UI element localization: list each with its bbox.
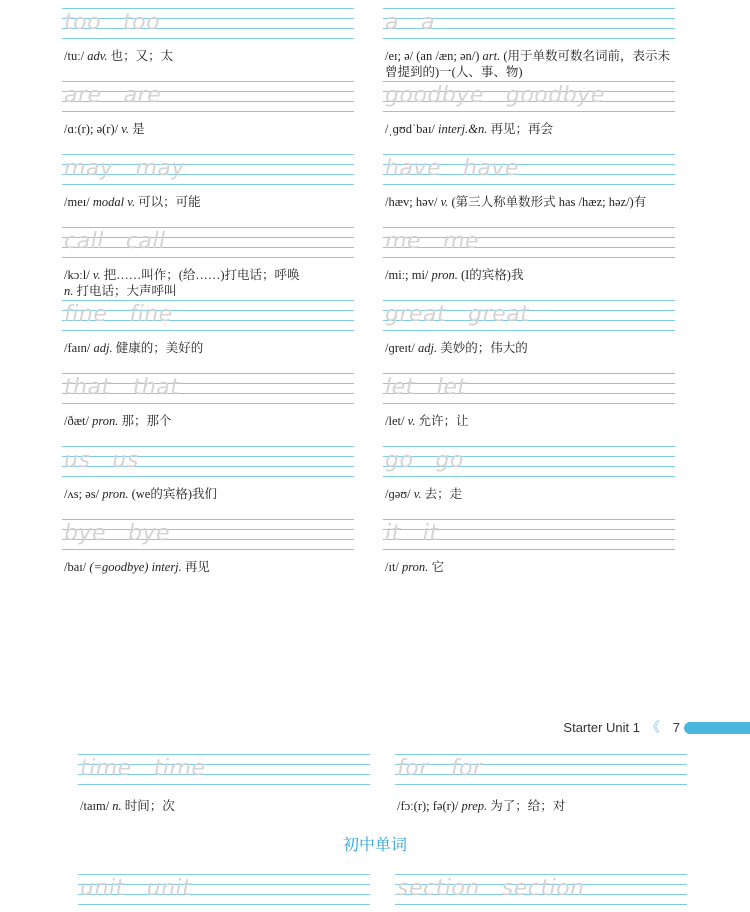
trace-word-text: great bbox=[468, 302, 530, 327]
vocab-entry bbox=[62, 8, 354, 81]
part-of-speech: v. bbox=[413, 487, 425, 501]
trace-word-text: for bbox=[397, 756, 429, 781]
trace-word-text: call bbox=[125, 229, 166, 254]
trace-word bbox=[397, 874, 606, 904]
part-of-speech: adj. bbox=[417, 341, 441, 355]
phonetic: /ɪt/ bbox=[385, 560, 403, 574]
ruling-line bbox=[62, 403, 354, 404]
trace-word-text: that bbox=[64, 375, 111, 400]
vocab-entry bbox=[62, 81, 354, 154]
ruling-line bbox=[62, 111, 354, 112]
trace-word bbox=[385, 154, 541, 184]
definition bbox=[385, 267, 675, 283]
trace-word-text: unit bbox=[146, 876, 192, 901]
trace-word-text: time bbox=[153, 756, 206, 781]
definition bbox=[64, 194, 354, 210]
ruling-line bbox=[383, 38, 675, 39]
definition bbox=[397, 798, 687, 814]
part-of-speech: pron. bbox=[431, 268, 461, 282]
left-column bbox=[62, 0, 354, 592]
trace-word bbox=[385, 81, 627, 111]
trace-word-text: unit bbox=[80, 876, 125, 901]
ruling-line bbox=[383, 403, 675, 404]
ruling-line bbox=[62, 257, 354, 258]
vocab-entry bbox=[383, 519, 675, 592]
part-of-speech: interj.&n. bbox=[438, 122, 491, 136]
trace-word-text: let bbox=[436, 375, 467, 400]
definition bbox=[385, 48, 675, 80]
part-of-speech: adj. bbox=[93, 341, 116, 355]
chevron-left-icon: 《 bbox=[646, 720, 660, 736]
trace-word bbox=[80, 754, 227, 784]
ruling-line bbox=[383, 549, 675, 550]
phonetic: /meɪ/ bbox=[64, 195, 93, 209]
trace-word-text: that bbox=[132, 375, 180, 400]
section-title: 初中单词 bbox=[342, 835, 407, 854]
trace-word bbox=[385, 227, 501, 257]
ruling-line bbox=[78, 904, 370, 905]
trace-word-text: me bbox=[442, 229, 479, 254]
trace-word bbox=[385, 8, 457, 38]
trace-word bbox=[385, 373, 489, 403]
part-of-speech: (=goodbye) interj. bbox=[89, 560, 185, 574]
meaning: 可以；可能 bbox=[138, 195, 201, 209]
definition bbox=[64, 559, 354, 575]
trace-word-text: goodbye bbox=[505, 83, 605, 108]
trace-word bbox=[397, 754, 505, 784]
trace-word-text: have bbox=[385, 156, 441, 181]
trace-word-text: let bbox=[385, 375, 415, 400]
trace-word-text: us bbox=[64, 448, 91, 473]
trace-word bbox=[385, 446, 486, 476]
trace-word-text: it bbox=[422, 521, 439, 546]
phonetic: /ʌs; əs/ bbox=[64, 487, 103, 501]
definition bbox=[385, 559, 675, 575]
trace-word-text: a bbox=[385, 10, 399, 35]
part-of-speech: pron. bbox=[102, 487, 132, 501]
trace-word-text: great bbox=[385, 302, 447, 327]
part-of-speech: prep. bbox=[461, 799, 491, 813]
definition bbox=[80, 798, 370, 814]
vocab-entry bbox=[383, 446, 675, 519]
trace-word-text: are bbox=[64, 83, 102, 108]
trace-word-text: us bbox=[112, 448, 139, 473]
trace-word-text: it bbox=[385, 521, 401, 546]
trace-word-text: go bbox=[435, 448, 464, 473]
ruling-line bbox=[62, 38, 354, 39]
trace-word-text: too bbox=[64, 10, 102, 35]
vocab-entry bbox=[62, 446, 354, 519]
page-number: 7 bbox=[672, 720, 680, 735]
part-of-speech: adv. bbox=[87, 49, 111, 63]
vocab-entry bbox=[383, 300, 675, 373]
trace-word-text: section bbox=[501, 876, 585, 901]
definition bbox=[385, 121, 675, 137]
vocab-entry bbox=[383, 227, 675, 300]
part-of-speech: v. bbox=[407, 414, 419, 428]
ruling-line bbox=[395, 904, 687, 905]
meaning: 美妙的；伟大的 bbox=[440, 341, 528, 355]
definition bbox=[64, 121, 354, 137]
ruling-line bbox=[383, 476, 675, 477]
definition bbox=[385, 340, 675, 356]
right-column bbox=[383, 0, 675, 592]
ruling-line bbox=[383, 257, 675, 258]
trace-word-text: goodbye bbox=[385, 83, 484, 108]
definition bbox=[64, 48, 354, 64]
trace-word-text: have bbox=[462, 156, 519, 181]
meaning: 它 bbox=[431, 560, 444, 574]
phonetic: /ɑː(r); ə(r)/ bbox=[64, 122, 122, 136]
definition bbox=[64, 267, 354, 299]
ruling-line bbox=[62, 549, 354, 550]
vocab-entry bbox=[62, 300, 354, 373]
trace-word bbox=[385, 300, 551, 330]
trace-word bbox=[64, 300, 195, 330]
ruling-line bbox=[383, 111, 675, 112]
trace-word-text: go bbox=[385, 448, 414, 473]
meaning: (用于单数可数名词前，表示未曾提到的)一(人、事、物) bbox=[385, 49, 671, 79]
part-of-speech: v. bbox=[92, 268, 104, 282]
trace-word bbox=[385, 519, 461, 549]
part-of-speech: modal v. bbox=[92, 195, 139, 209]
trace-word-text: too bbox=[123, 10, 161, 35]
phonetic: /tuː/ bbox=[64, 49, 88, 63]
meaning: (I的宾格)我 bbox=[460, 268, 524, 282]
part-of-speech: v. bbox=[121, 122, 133, 136]
vocab-entry bbox=[62, 227, 354, 300]
ruling-line bbox=[62, 184, 354, 185]
meaning: 健康的；美好的 bbox=[115, 341, 204, 355]
trace-word-text: section bbox=[397, 876, 480, 901]
trace-word bbox=[64, 519, 192, 549]
phonetic: /miː; mi/ bbox=[385, 268, 432, 282]
part-of-speech: art. bbox=[482, 49, 504, 63]
meaning: 再见；再会 bbox=[490, 122, 553, 136]
phonetic: /eɪ; ə/ (an /æn; ən/) bbox=[385, 49, 483, 63]
vocab-entry bbox=[62, 154, 354, 227]
trace-word-text: time bbox=[80, 756, 132, 781]
vocab-entry bbox=[383, 373, 675, 446]
vocab-entry bbox=[62, 373, 354, 446]
meaning: (第三人称单数形式 has /hæz; həz/)有 bbox=[451, 195, 647, 209]
ruling-line bbox=[395, 784, 687, 785]
unit-label: Starter Unit 1 bbox=[563, 720, 640, 735]
vocab-entry bbox=[62, 519, 354, 592]
meaning: 打电话；大声呼叫 bbox=[76, 284, 177, 298]
definition bbox=[64, 340, 354, 356]
phonetic: /ɡreɪt/ bbox=[385, 341, 418, 355]
trace-word-text: call bbox=[64, 229, 104, 254]
phonetic: /kɔːl/ bbox=[64, 268, 93, 282]
part-of-speech: v. bbox=[440, 195, 452, 209]
ruling-line bbox=[383, 330, 675, 331]
trace-word bbox=[64, 8, 182, 38]
part-of-speech: n. bbox=[64, 284, 77, 298]
vocab-entry bbox=[383, 81, 675, 154]
trace-word-text: may bbox=[135, 156, 185, 181]
meaning: 去；走 bbox=[424, 487, 463, 501]
ruling-line bbox=[62, 476, 354, 477]
trace-word-text: are bbox=[123, 83, 162, 108]
trace-word-text: may bbox=[64, 156, 114, 181]
trace-word bbox=[64, 227, 188, 257]
trace-word-text: a bbox=[420, 10, 435, 35]
trace-word-text: bye bbox=[64, 521, 107, 546]
trace-word-text: bye bbox=[128, 521, 171, 546]
phonetic: /ɡəʊ/ bbox=[385, 487, 414, 501]
meaning: 那；那个 bbox=[121, 414, 172, 428]
phonetic: /taɪm/ bbox=[80, 799, 113, 813]
part-of-speech: n. bbox=[112, 799, 125, 813]
definition bbox=[385, 194, 675, 210]
meaning: 时间；次 bbox=[124, 799, 175, 813]
meaning: 再见 bbox=[184, 560, 210, 574]
trace-word bbox=[64, 154, 207, 184]
page-footer bbox=[0, 716, 750, 740]
meaning: 把……叫作；(给……)打电话；呼唤 bbox=[103, 268, 300, 282]
definition bbox=[385, 486, 675, 502]
ruling-line bbox=[383, 184, 675, 185]
phonetic: /fɔː(r); fə(r)/ bbox=[397, 799, 462, 813]
trace-word-text: fine bbox=[129, 302, 173, 327]
phonetic: /let/ bbox=[385, 414, 408, 428]
trace-word bbox=[80, 874, 213, 904]
trace-word-text: fine bbox=[64, 302, 108, 327]
vocab-entry bbox=[383, 154, 675, 227]
trace-word-text: for bbox=[450, 756, 483, 781]
meaning: 允许；让 bbox=[418, 414, 469, 428]
vocab-entry bbox=[383, 8, 675, 81]
ruling-line bbox=[78, 784, 370, 785]
meaning: 是 bbox=[132, 122, 145, 136]
definition bbox=[64, 413, 354, 429]
trace-word bbox=[64, 81, 183, 111]
part-of-speech: pron. bbox=[92, 414, 122, 428]
phonetic: /faɪn/ bbox=[64, 341, 94, 355]
trace-word bbox=[64, 373, 201, 403]
definition bbox=[385, 413, 675, 429]
ruling-line bbox=[62, 330, 354, 331]
phonetic: /hæv; həv/ bbox=[385, 195, 441, 209]
phonetic: /ˌɡʊdˈbaɪ/ bbox=[385, 122, 439, 136]
meaning: 也；又；太 bbox=[110, 49, 174, 63]
meaning: (we的宾格)我们 bbox=[131, 487, 218, 501]
page-tab-bar bbox=[684, 722, 750, 734]
trace-word bbox=[64, 446, 161, 476]
definition bbox=[64, 486, 354, 502]
phonetic: /ðæt/ bbox=[64, 414, 93, 428]
meaning: 为了；给；对 bbox=[490, 799, 566, 813]
part-of-speech: pron. bbox=[402, 560, 432, 574]
trace-word-text: me bbox=[385, 229, 421, 254]
phonetic: /baɪ/ bbox=[64, 560, 90, 574]
